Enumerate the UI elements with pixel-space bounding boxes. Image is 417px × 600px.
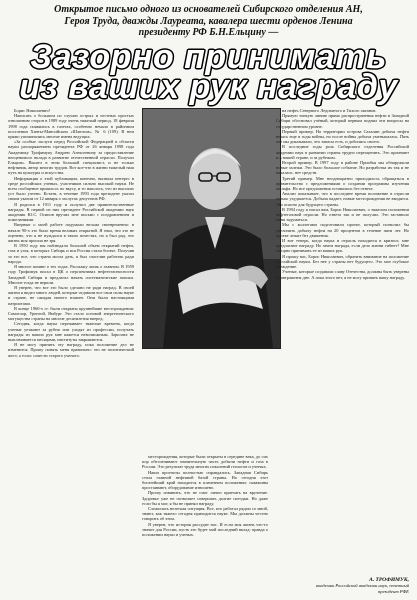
col1-paragraph: Я уверен, что все это было сделано не ради наград. В своей жизни я видел много людей, которые отдавали все свои силы науке и стране, не ожидая ничего взамен. Они были настоящими патриотами. [8,284,134,306]
col3-paragraph: на нефть Северного Ледовитого и Тихого океанов. [282,108,377,113]
col2-paragraph: Сложилась нелегкая ситуация. Все, кто работал рядом со мной, знают, как тяжело сегодня приходится науке. Мы должны честно говорить об этом. [142,506,268,522]
col1-paragraph: Информация о этой публикации, конечно, вызвала интерес в среде российских ученых, участников сильно высокой науки. Не всем сообщение пришлось по вкусу, и то нашлось, что из высоких уст было учтено. Кстати, в течение 1993 года президент указал своим указом от 12 января о заслугах депутатов РФ. [8,175,134,202]
col1-paragraph: Сегодня, когда наука переживает тяжелые времена, когда ученые уезжают за рубеж или уходят из профессии, получать награды из ваших рук мне кажется невозможным. Зарплата не выплачивается месяцами, институты закрываются. [8,321,134,342]
signature-name: А. ТРОФИМУК, [369,576,409,583]
kicker-line-1: Открытое письмо одного из основателей Сибирского отделения АН, [54,4,363,15]
col3-paragraph: Прямую тонкую линию прямо распространения нефти в Западной Сибири обосновал учёный, который первым поднял эти вопросы на государственном уровне. [276,113,409,129]
signature-role: академик Российской академии наук, почетный президент РФЕ [315,583,409,594]
col3-paragraph: Мы с коллегами подготовили проект, который позволил бы увеличить добычу нефти на 20 процентов в течение пяти лет. Но проект лежит без движения. [276,222,409,238]
col1-paragraph: Впервые о моей работе подумали весьма своевременно: в начале 90-х это было время великих открытий. Я знал, что это не оценено, что я не нуждался в таких почестях, но я был рад, что жизнь моя прошла не зря. [8,222,134,244]
headline [8,37,409,106]
col1-paragraph: Я родился в 1911 году и получил две правительственные награды. В первой из них президент Российской академии наук академик Ю.С. Осипов вручил мне письмо с поздравлением и пожеланиями. [8,201,134,223]
col3-paragraph: Я прошу вас, Борис Николаевич, обратить внимание на положение российской науки. Без нее у страны нет будущего. Это мое глубокое убеждение. [276,253,409,270]
col1-paragraph: В 1950 году мы наблюдали большой объем открытий нефти, газа и угля, в которых Сибирь и вся Россия стали богаче. Получив за это все, что страна могла дать, я был счастлив работать ради народа. [8,243,134,264]
col2-paragraph: месторождения, которые были открыты в середине века, до сих пор обеспечивают значительную часть добычи нефти и газа в России. Это результат труда многих поколений геологов и ученых. [142,454,268,470]
col3-paragraph: Второй пример. В 1997 году в районе Приобья мы обнаружили новые залежи. Это было большое событие. Но разработка их так и не началась: нет средств. [276,160,409,176]
article-body [8,108,409,596]
author-photo-image [143,109,280,348]
headline-line-2: из ваших рук награду [19,67,398,106]
author-photo [142,108,281,349]
col1-paragraph: Я не могу принять эту награду, пока положение дел не изменится. Прошу понять меня правильно: это не политический жест, а голос совести старого ученого. [8,342,134,358]
col3-paragraph: Ученые, которые создавали славу Отечества, должны быть уверены в завтрашнем дне. А пока этого нет, я не могу принять вашу награду. [276,269,409,280]
col1-paragraph: Я многое помню о тех годах. Расскажу лишь о главном. В 1959 году Трофимук писал в ЦК о перспективах нефтегазоносности Западной Сибири и предлагал начать систематические поиски. Многие тогда не верили. [8,264,134,285]
kicker-line-2: Героя Труда, дважды Лауреата, кавалера шести орденов Ленина [64,15,353,27]
col1-paragraph: Борис Николаевич! [14,108,51,113]
col1-paragraph: Написать о большом по случаю острых и честных простых отношению сторон в 1989 году очень тяжелый период. 18 февраля 1998 года появились в газетах, особенно немало в районном поселении Ханты-Мансийском «Шлюзом», № 6 (109). В нем прямо упоминались многие имена ведущих. [8,113,134,140]
col3-paragraph: Первый пример. На территории острова Сахалин добыча нефти велась еще в годы войны, но после войны добыча уменьшалась. Пять лет мы доказывали, что запасы есть, и добились своего. [276,128,409,145]
col2-paragraph: Наши прогнозы полностью оправдались. Западная Сибирь стала главной нефтяной базой страны. Но сегодня этот богатейший край находится в плачевном положении: скважины простаивают, оборудование изношено. [142,469,268,491]
col3-paragraph: В 1994 году я писал вам, Борис Николаевич, о тяжелом положении нефтегазовой отрасли. Но ответа так и не получил. Это заставило меня задуматься. [276,206,409,223]
column-1 [8,108,134,596]
kicker [12,4,405,39]
signature [299,578,409,594]
col2-paragraph: Я уверен, что история рассудит нас. И если моя жизнь что-то значит для России, пусть это будет мой последний вклад: правда о положении науки и ученых. [142,521,268,538]
col3-paragraph: Третий пример. Мне неоднократно приходилось обращаться в правительство с предложениями о создании программы изучения шельфа. Но все предложения оставались без ответа. [276,175,409,192]
column-2 [142,454,268,596]
column-3 [276,108,409,596]
col3-paragraph: И вот теперь, когда наука и отрасль находятся в кризисе, мне предлагают награду. Но зачем награда, если дело жизни гибнет? Мне зазорно принимать ее из ваших рук. [276,238,409,254]
col1-paragraph: В конце 1960-х гг. были открыты крупнейшие месторождения: Самотлор, Уренгой, Ямбург. Это стало основой энергетического могущества страны на многие десятилетия вперед. [8,305,134,322]
col2-paragraph: Прошу извинить, что не смог лично приехать на вручение. Здоровье уже не позволяет совершать долгие поездки. Но даже если бы я мог, я бы не принял награду. [142,490,268,506]
kicker-line-3: президенту РФ Б.Н.Ельцину — [138,27,279,38]
headline-line-1: Зазорно принимать [30,37,387,76]
col3-paragraph: Анализ показывает, что в последнее время положение в отрасли только ухудшается. Добыча падает, новые месторождения не вводятся. Это опасно для будущего страны. [276,191,409,207]
col1-paragraph: «За особые заслуги перед Российской Федерацией в области науки распоряжением президента РФ от 26 января 1998 года Академику Трофимуку Андрею Алексеевичу за предоставление неоценимого вклада в развитие отечественной отрасли. Получил Ельцин». Вышел в этом большой специалист, и не только нефтяник, автор многих трудов. Вот кое-что в жизни тяжелый наш путь на культуры и искусства. [8,139,134,176]
col3-paragraph: В последние годы роль Сибирского отделения Российской академии наук в развитии страны трудно переоценить. Это признают и в нашей стране, и за рубежом. [276,144,409,160]
